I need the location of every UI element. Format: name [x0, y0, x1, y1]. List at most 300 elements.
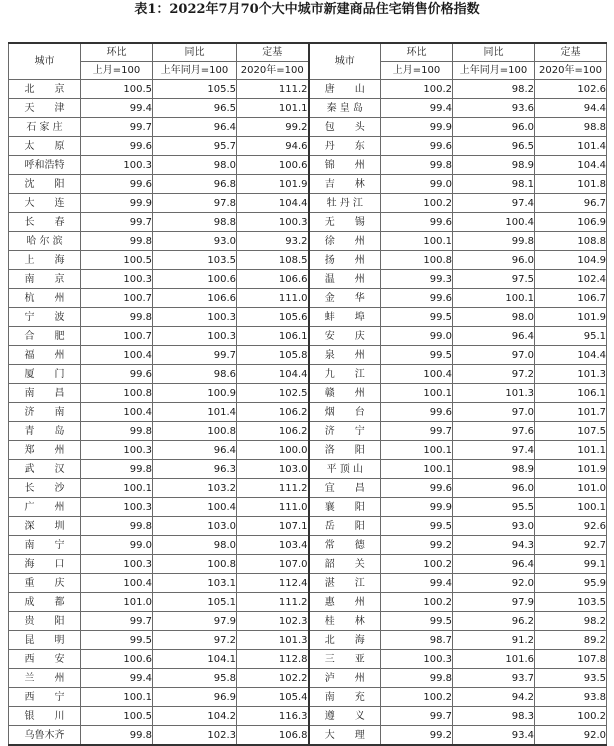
cell-yoy-left: 103.5: [153, 251, 237, 270]
cell-yoy-left: 96.5: [153, 99, 237, 118]
cell-mom-right: 99.5: [381, 612, 453, 631]
cell-city-right: 温 州: [309, 270, 381, 289]
cell-mom-right: 100.2: [381, 593, 453, 612]
cell-mom-left: 99.8: [81, 517, 153, 536]
table-row: [9, 289, 607, 308]
cell-city-right: 韶 关: [309, 555, 381, 574]
cell-base-right: 96.7: [535, 194, 607, 213]
cell-city-right: 北 海: [309, 631, 381, 650]
cell-base-left: 105.8: [237, 346, 309, 365]
cell-city-left: 贵 阳: [9, 612, 81, 631]
cell-yoy-left: 98.8: [153, 213, 237, 232]
cell-mom-right: 100.1: [381, 441, 453, 460]
cell-yoy-left: 96.3: [153, 460, 237, 479]
cell-mom-left: 99.8: [81, 422, 153, 441]
cell-city-right: 大 理: [309, 726, 381, 746]
cell-yoy-left: 104.2: [153, 707, 237, 726]
cell-yoy-right: 98.9: [453, 460, 535, 479]
cell-mom-right: 99.5: [381, 517, 453, 536]
cell-base-right: 103.5: [535, 593, 607, 612]
cell-base-right: 99.1: [535, 555, 607, 574]
cell-city-right: 蚌 埠: [309, 308, 381, 327]
cell-mom-left: 99.0: [81, 536, 153, 555]
cell-yoy-left: 98.0: [153, 536, 237, 555]
cell-yoy-left: 96.4: [153, 118, 237, 137]
cell-mom-right: 98.7: [381, 631, 453, 650]
cell-mom-right: 99.2: [381, 726, 453, 746]
cell-mom-left: 100.7: [81, 289, 153, 308]
cell-mom-left: 100.5: [81, 251, 153, 270]
table-row: [9, 498, 607, 517]
cell-mom-left: 100.6: [81, 650, 153, 669]
cell-city-left: 西 宁: [9, 688, 81, 707]
cell-yoy-left: 100.4: [153, 498, 237, 517]
cell-base-right: 101.8: [535, 175, 607, 194]
cell-base-left: 100.3: [237, 213, 309, 232]
cell-mom-left: 100.3: [81, 156, 153, 175]
table-row: [9, 270, 607, 289]
cell-base-left: 108.5: [237, 251, 309, 270]
cell-base-left: 102.2: [237, 669, 309, 688]
cell-mom-left: 100.4: [81, 346, 153, 365]
cell-city-left: 哈 尔 滨: [9, 232, 81, 251]
cell-city-right: 丹 东: [309, 137, 381, 156]
cell-yoy-right: 93.6: [453, 99, 535, 118]
cell-base-left: 103.0: [237, 460, 309, 479]
cell-mom-left: 99.6: [81, 137, 153, 156]
cell-yoy-right: 93.7: [453, 669, 535, 688]
cell-mom-right: 100.1: [381, 384, 453, 403]
cell-city-left: 深 圳: [9, 517, 81, 536]
cell-yoy-right: 96.0: [453, 118, 535, 137]
cell-base-right: 98.8: [535, 118, 607, 137]
cell-mom-left: 99.7: [81, 118, 153, 137]
cell-yoy-right: 99.8: [453, 232, 535, 251]
cell-city-left: 海 口: [9, 555, 81, 574]
cell-city-left: 太 原: [9, 137, 81, 156]
cell-mom-right: 99.0: [381, 327, 453, 346]
cell-base-left: 100.0: [237, 441, 309, 460]
table-row: [9, 422, 607, 441]
cell-base-right: 101.1: [535, 441, 607, 460]
cell-base-left: 100.6: [237, 156, 309, 175]
cell-city-left: 成 都: [9, 593, 81, 612]
cell-yoy-right: 91.2: [453, 631, 535, 650]
cell-base-right: 102.6: [535, 80, 607, 99]
cell-mom-left: 100.4: [81, 403, 153, 422]
cell-base-right: 104.4: [535, 346, 607, 365]
table-row: [9, 346, 607, 365]
header-base-sub-right: 2020年=100: [535, 62, 607, 80]
cell-base-right: 101.9: [535, 308, 607, 327]
table-row: [9, 327, 607, 346]
cell-yoy-right: 97.0: [453, 403, 535, 422]
table-row: [9, 669, 607, 688]
cell-mom-left: 100.7: [81, 327, 153, 346]
cell-mom-left: 99.5: [81, 631, 153, 650]
cell-mom-left: 100.4: [81, 574, 153, 593]
cell-mom-right: 99.2: [381, 536, 453, 555]
table-row: [9, 612, 607, 631]
cell-mom-right: 99.8: [381, 669, 453, 688]
cell-mom-right: 100.3: [381, 650, 453, 669]
cell-base-right: 95.1: [535, 327, 607, 346]
cell-mom-right: 99.6: [381, 479, 453, 498]
cell-base-left: 111.2: [237, 80, 309, 99]
cell-city-right: 包 头: [309, 118, 381, 137]
table-row: [9, 175, 607, 194]
cell-city-right: 三 亚: [309, 650, 381, 669]
table-row: [9, 251, 607, 270]
header-city-right: 城市: [309, 43, 381, 80]
table-title: 表1：2022年7月70个大中城市新建商品住宅销售价格指数: [134, 2, 480, 17]
cell-yoy-left: 102.3: [153, 726, 237, 746]
cell-mom-left: 99.4: [81, 99, 153, 118]
cell-city-left: 银 川: [9, 707, 81, 726]
cell-mom-left: 99.8: [81, 726, 153, 746]
cell-base-right: 101.0: [535, 479, 607, 498]
header-base-right: 定基: [535, 43, 607, 62]
cell-base-left: 111.2: [237, 593, 309, 612]
cell-yoy-left: 103.2: [153, 479, 237, 498]
cell-yoy-right: 97.4: [453, 194, 535, 213]
cell-base-left: 101.3: [237, 631, 309, 650]
cell-mom-right: 99.6: [381, 137, 453, 156]
cell-yoy-right: 97.0: [453, 346, 535, 365]
cell-yoy-right: 101.6: [453, 650, 535, 669]
cell-base-right: 104.9: [535, 251, 607, 270]
cell-base-left: 111.0: [237, 498, 309, 517]
cell-yoy-left: 100.3: [153, 308, 237, 327]
cell-base-left: 104.4: [237, 365, 309, 384]
table-row: [9, 479, 607, 498]
header-mom-left: 环比: [81, 43, 153, 62]
cell-yoy-right: 96.0: [453, 251, 535, 270]
header-base-sub-left: 2020年=100: [237, 62, 309, 80]
cell-mom-left: 100.8: [81, 384, 153, 403]
cell-mom-right: 100.2: [381, 80, 453, 99]
cell-yoy-right: 92.0: [453, 574, 535, 593]
cell-city-left: 石 家 庄: [9, 118, 81, 137]
cell-base-right: 106.9: [535, 213, 607, 232]
cell-mom-left: 99.4: [81, 669, 153, 688]
table-row: [9, 688, 607, 707]
cell-base-left: 112.4: [237, 574, 309, 593]
cell-yoy-right: 96.4: [453, 327, 535, 346]
cell-mom-right: 100.2: [381, 688, 453, 707]
cell-yoy-right: 98.9: [453, 156, 535, 175]
cell-mom-right: 99.7: [381, 422, 453, 441]
cell-city-right: 徐 州: [309, 232, 381, 251]
table-row: [9, 384, 607, 403]
cell-base-right: 101.7: [535, 403, 607, 422]
cell-city-left: 厦 门: [9, 365, 81, 384]
cell-base-left: 106.2: [237, 403, 309, 422]
cell-base-right: 89.2: [535, 631, 607, 650]
cell-yoy-left: 105.5: [153, 80, 237, 99]
cell-yoy-right: 96.2: [453, 612, 535, 631]
cell-mom-left: 99.7: [81, 213, 153, 232]
cell-yoy-right: 96.0: [453, 479, 535, 498]
cell-city-left: 北 京: [9, 80, 81, 99]
cell-city-left: 青 岛: [9, 422, 81, 441]
cell-city-left: 合 肥: [9, 327, 81, 346]
header-mom-right: 环比: [381, 43, 453, 62]
table-row: [9, 118, 607, 137]
cell-city-left: 杭 州: [9, 289, 81, 308]
cell-city-right: 泸 州: [309, 669, 381, 688]
cell-yoy-left: 101.4: [153, 403, 237, 422]
table-row: [9, 460, 607, 479]
cell-yoy-right: 100.4: [453, 213, 535, 232]
table-row: [9, 650, 607, 669]
table-row: [9, 726, 607, 746]
cell-yoy-left: 106.6: [153, 289, 237, 308]
cell-city-left: 天 津: [9, 99, 81, 118]
table-row: [9, 517, 607, 536]
cell-city-left: 武 汉: [9, 460, 81, 479]
cell-yoy-right: 94.3: [453, 536, 535, 555]
cell-base-left: 111.0: [237, 289, 309, 308]
cell-yoy-left: 103.0: [153, 517, 237, 536]
cell-mom-left: 99.9: [81, 194, 153, 213]
cell-yoy-left: 97.9: [153, 612, 237, 631]
cell-yoy-right: 96.5: [453, 137, 535, 156]
table-row: [9, 194, 607, 213]
cell-mom-left: 100.3: [81, 498, 153, 517]
cell-city-right: 无 锡: [309, 213, 381, 232]
cell-mom-right: 99.6: [381, 289, 453, 308]
cell-yoy-left: 100.8: [153, 422, 237, 441]
cell-mom-right: 99.9: [381, 118, 453, 137]
cell-mom-right: 99.0: [381, 175, 453, 194]
table-row: [9, 99, 607, 118]
table-row: [9, 213, 607, 232]
cell-yoy-left: 100.9: [153, 384, 237, 403]
cell-base-right: 93.5: [535, 669, 607, 688]
cell-yoy-right: 101.3: [453, 384, 535, 403]
cell-city-left: 重 庆: [9, 574, 81, 593]
cell-city-right: 安 庆: [309, 327, 381, 346]
cell-city-left: 福 州: [9, 346, 81, 365]
header-base-left: 定基: [237, 43, 309, 62]
cell-yoy-left: 97.2: [153, 631, 237, 650]
cell-mom-right: 100.2: [381, 194, 453, 213]
cell-base-right: 92.7: [535, 536, 607, 555]
cell-city-left: 长 沙: [9, 479, 81, 498]
cell-base-right: 94.4: [535, 99, 607, 118]
cell-yoy-right: 93.4: [453, 726, 535, 746]
cell-city-left: 昆 明: [9, 631, 81, 650]
cell-yoy-right: 98.1: [453, 175, 535, 194]
cell-yoy-right: 96.4: [453, 555, 535, 574]
table-body: [9, 80, 607, 746]
cell-base-left: 107.1: [237, 517, 309, 536]
cell-mom-left: 100.1: [81, 479, 153, 498]
cell-city-right: 泉 州: [309, 346, 381, 365]
cell-base-right: 92.0: [535, 726, 607, 746]
cell-yoy-left: 93.0: [153, 232, 237, 251]
cell-base-left: 112.8: [237, 650, 309, 669]
cell-city-left: 广 州: [9, 498, 81, 517]
cell-base-right: 100.2: [535, 707, 607, 726]
cell-city-left: 济 南: [9, 403, 81, 422]
cell-base-left: 107.0: [237, 555, 309, 574]
cell-base-right: 107.8: [535, 650, 607, 669]
cell-base-right: 101.9: [535, 460, 607, 479]
cell-yoy-right: 97.4: [453, 441, 535, 460]
cell-mom-right: 99.8: [381, 156, 453, 175]
cell-city-right: 惠 州: [309, 593, 381, 612]
cell-city-left: 郑 州: [9, 441, 81, 460]
cell-city-right: 岳 阳: [309, 517, 381, 536]
cell-city-left: 呼和浩特: [9, 156, 81, 175]
cell-base-left: 102.3: [237, 612, 309, 631]
cell-city-right: 洛 阳: [309, 441, 381, 460]
table-row: [9, 308, 607, 327]
cell-yoy-right: 94.2: [453, 688, 535, 707]
cell-city-left: 乌鲁木齐: [9, 726, 81, 746]
cell-base-left: 101.1: [237, 99, 309, 118]
table-row: [9, 707, 607, 726]
header-yoy-left: 同比: [153, 43, 237, 62]
table-row: [9, 232, 607, 251]
table-row: [9, 593, 607, 612]
cell-base-right: 93.8: [535, 688, 607, 707]
cell-mom-left: 100.3: [81, 270, 153, 289]
cell-mom-left: 100.1: [81, 688, 153, 707]
header-yoy-sub-right: 上年同月=100: [453, 62, 535, 80]
header-yoy-sub-left: 上年同月=100: [153, 62, 237, 80]
cell-mom-left: 99.6: [81, 365, 153, 384]
cell-base-right: 106.1: [535, 384, 607, 403]
cell-base-left: 103.4: [237, 536, 309, 555]
cell-city-right: 吉 林: [309, 175, 381, 194]
cell-mom-left: 100.5: [81, 80, 153, 99]
cell-base-left: 116.3: [237, 707, 309, 726]
cell-city-right: 锦 州: [309, 156, 381, 175]
cell-mom-right: 99.4: [381, 99, 453, 118]
cell-city-left: 宁 波: [9, 308, 81, 327]
cell-base-left: 93.2: [237, 232, 309, 251]
cell-yoy-right: 97.9: [453, 593, 535, 612]
cell-base-right: 104.4: [535, 156, 607, 175]
cell-city-left: 长 春: [9, 213, 81, 232]
cell-city-right: 常 德: [309, 536, 381, 555]
table-row: [9, 365, 607, 384]
cell-base-left: 111.2: [237, 479, 309, 498]
cell-mom-left: 99.6: [81, 175, 153, 194]
cell-mom-right: 99.5: [381, 308, 453, 327]
cell-mom-left: 99.8: [81, 232, 153, 251]
cell-yoy-right: 97.5: [453, 270, 535, 289]
cell-mom-right: 100.2: [381, 555, 453, 574]
cell-yoy-left: 100.8: [153, 555, 237, 574]
cell-base-left: 105.4: [237, 688, 309, 707]
cell-base-right: 95.9: [535, 574, 607, 593]
cell-yoy-right: 95.5: [453, 498, 535, 517]
cell-base-left: 99.2: [237, 118, 309, 137]
cell-mom-right: 100.4: [381, 365, 453, 384]
cell-mom-left: 100.5: [81, 707, 153, 726]
cell-base-right: 101.3: [535, 365, 607, 384]
cell-city-left: 南 昌: [9, 384, 81, 403]
cell-city-left: 南 宁: [9, 536, 81, 555]
cell-yoy-right: 98.2: [453, 80, 535, 99]
cell-yoy-left: 103.1: [153, 574, 237, 593]
cell-city-right: 遵 义: [309, 707, 381, 726]
cell-yoy-left: 97.8: [153, 194, 237, 213]
header-mom-sub-right: 上月=100: [381, 62, 453, 80]
cell-yoy-right: 97.6: [453, 422, 535, 441]
cell-mom-left: 100.3: [81, 555, 153, 574]
cell-city-right: 南 充: [309, 688, 381, 707]
table-row: [9, 631, 607, 650]
cell-mom-right: 100.8: [381, 251, 453, 270]
cell-city-left: 南 京: [9, 270, 81, 289]
cell-yoy-left: 98.6: [153, 365, 237, 384]
cell-city-left: 沈 阳: [9, 175, 81, 194]
header-mom-sub-left: 上月=100: [81, 62, 153, 80]
cell-base-right: 108.8: [535, 232, 607, 251]
cell-mom-right: 99.9: [381, 498, 453, 517]
cell-base-left: 106.6: [237, 270, 309, 289]
cell-base-left: 102.5: [237, 384, 309, 403]
table-row: [9, 441, 607, 460]
cell-city-left: 大 连: [9, 194, 81, 213]
cell-base-left: 106.1: [237, 327, 309, 346]
table-row: [9, 403, 607, 422]
cell-yoy-right: 93.0: [453, 517, 535, 536]
cell-mom-right: 99.6: [381, 403, 453, 422]
cell-mom-right: 100.1: [381, 460, 453, 479]
cell-base-right: 98.2: [535, 612, 607, 631]
cell-yoy-left: 105.1: [153, 593, 237, 612]
table-row: [9, 137, 607, 156]
cell-yoy-left: 95.8: [153, 669, 237, 688]
cell-yoy-right: 98.3: [453, 707, 535, 726]
table-row: [9, 555, 607, 574]
cell-yoy-left: 98.0: [153, 156, 237, 175]
cell-base-right: 102.4: [535, 270, 607, 289]
cell-mom-left: 99.8: [81, 308, 153, 327]
cell-city-right: 秦 皇 岛: [309, 99, 381, 118]
cell-base-left: 105.6: [237, 308, 309, 327]
cell-city-left: 西 安: [9, 650, 81, 669]
cell-yoy-left: 96.8: [153, 175, 237, 194]
cell-city-left: 兰 州: [9, 669, 81, 688]
cell-city-right: 赣 州: [309, 384, 381, 403]
cell-mom-left: 101.0: [81, 593, 153, 612]
cell-mom-right: 99.6: [381, 213, 453, 232]
cell-base-left: 104.4: [237, 194, 309, 213]
header-yoy-right: 同比: [453, 43, 535, 62]
cell-yoy-right: 100.1: [453, 289, 535, 308]
cell-city-right: 牡 丹 江: [309, 194, 381, 213]
cell-mom-left: 99.8: [81, 460, 153, 479]
cell-yoy-left: 100.3: [153, 327, 237, 346]
cell-yoy-left: 100.6: [153, 270, 237, 289]
cell-mom-left: 100.3: [81, 441, 153, 460]
cell-base-right: 107.5: [535, 422, 607, 441]
cell-base-right: 92.6: [535, 517, 607, 536]
cell-city-right: 金 华: [309, 289, 381, 308]
cell-mom-right: 99.3: [381, 270, 453, 289]
cell-base-right: 100.1: [535, 498, 607, 517]
cell-base-right: 101.4: [535, 137, 607, 156]
cell-yoy-left: 95.7: [153, 137, 237, 156]
cell-mom-right: 99.7: [381, 707, 453, 726]
